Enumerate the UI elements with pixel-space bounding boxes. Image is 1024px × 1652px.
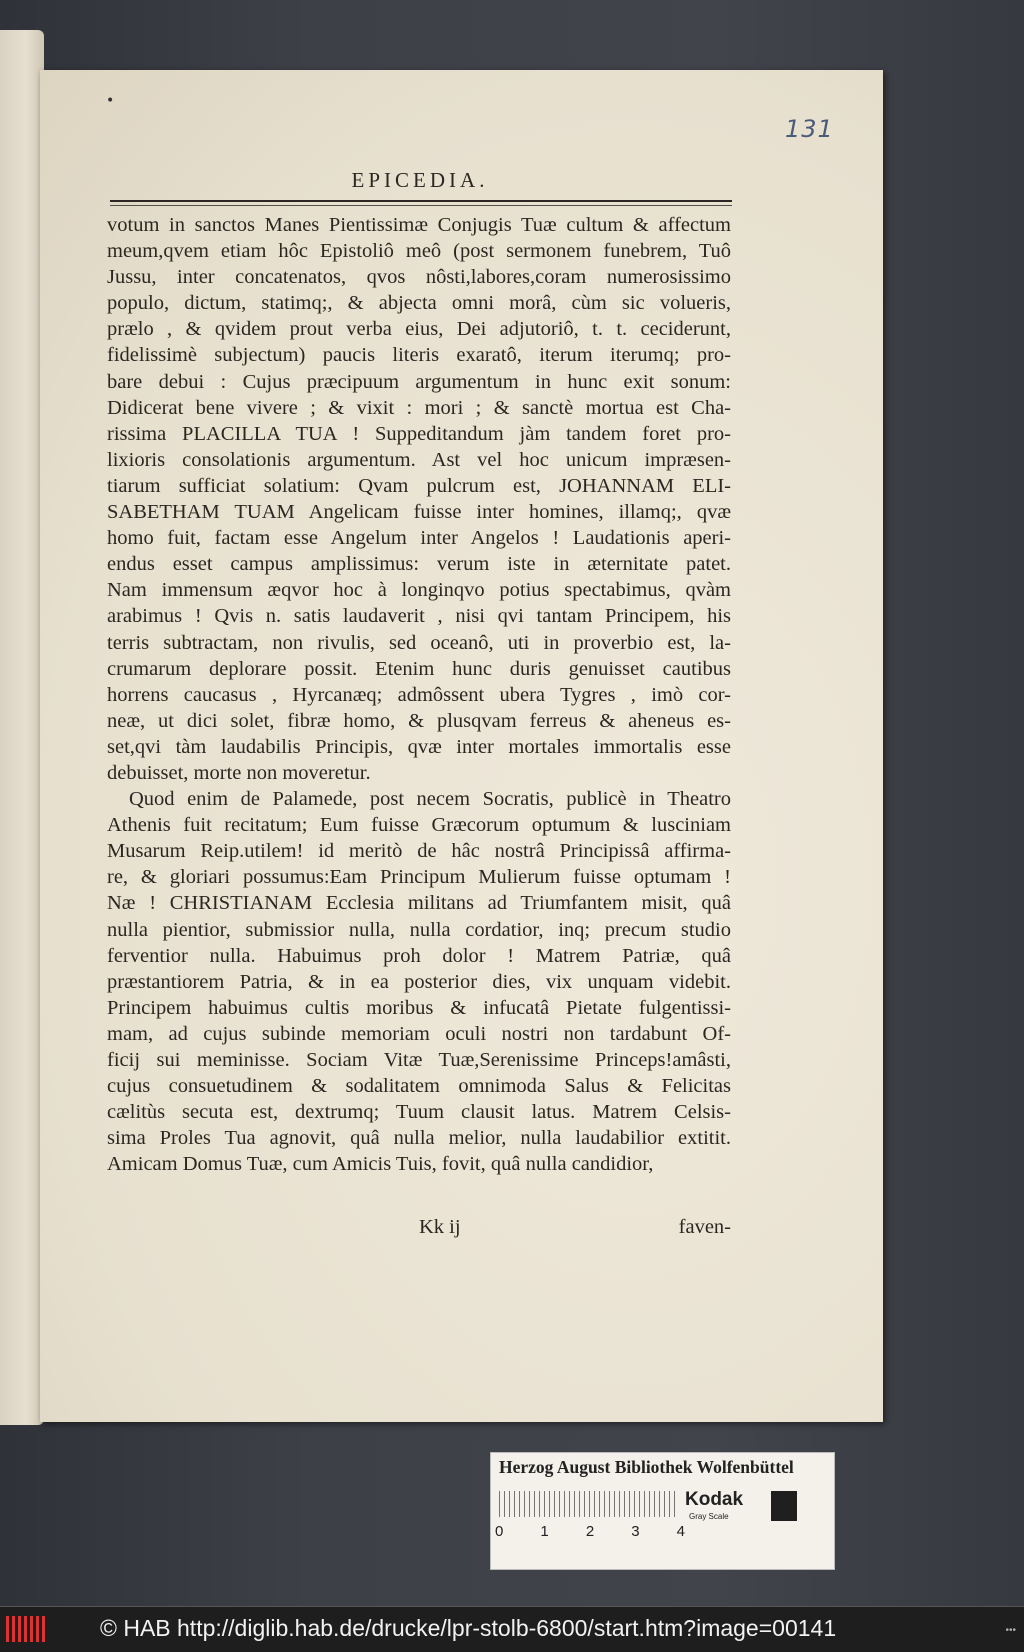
text-line: præstantiorem Patria, & in ea posterior dies, vix unquam videbit. <box>107 970 731 993</box>
text-line: Nam immensum æqvor hoc à longinqvo potius spectabimus, qvàm <box>107 579 731 602</box>
text-line: Quod enim de Palamede, post necem Socratis, publicè in Theatro <box>129 788 731 811</box>
text-line: ferventior nulla. Habuimus proh dolor ! Matrem Patriæ, quâ <box>107 944 731 967</box>
more-icon[interactable]: ••• <box>1005 1625 1016 1636</box>
ruler-number: 1 <box>540 1523 549 1540</box>
color-reference-bar <box>490 1452 835 1570</box>
ruler-number: 2 <box>585 1523 595 1540</box>
gray-scale-label: Gray Scale <box>689 1512 729 1521</box>
text-line: nulla pientior, submissior nulla, nulla cordatior, inq; precum studio <box>107 918 731 941</box>
text-line: set,qvi tàm laudabilis Principis, qvæ inter mortales immortalis esse <box>107 735 731 758</box>
text-line: Amicam Domus Tuæ, cum Amicis Tuis, fovit, quâ nulla candidior, <box>107 1153 654 1176</box>
text-line: prælo , & qvidem prout verba eius, Dei adjutoriô, t. t. ceciderunt, <box>107 318 731 341</box>
folio-number: 131 <box>785 115 834 143</box>
text-line: Athenis fuit recitatum; Eum fuisse Græcorum optumum & lusciniam <box>107 814 731 837</box>
text-line: SABETHAM TUAM Angelicam fuisse inter homines, illamq;, qvæ <box>107 501 731 524</box>
catchword: faven- <box>678 1216 731 1238</box>
text-line: homo fuit, factam esse Angelum inter Angelos ! Laudationis aperi- <box>107 527 731 550</box>
copyright-url[interactable]: © HAB http://diglib.hab.de/drucke/lpr-stolb-6800/start.htm?image=00141 <box>100 1615 837 1641</box>
ruler-number: 3 <box>631 1523 640 1540</box>
text-line: arabimus ! Qvis n. satis laudaverit , nisi qvi tantam Principem, his <box>107 605 731 628</box>
header-rule <box>110 200 732 202</box>
text-line: ficij sui meminisse. Sociam Vitæ Tuæ,Serenissime Princeps!amâsti, <box>107 1049 731 1071</box>
ink-mark: • <box>106 93 115 109</box>
text-line: tiarum sufficiat solatium: Qvam pulcrum est, JOHANNAM ELI- <box>107 474 731 497</box>
text-line: re, & gloriari possumus:Eam Principum Mulierum fuisse optumam ! <box>107 866 731 889</box>
header-rule-thin <box>110 205 732 206</box>
text-line: cujus consuetudinem & sodalitatem omnimoda Salus & Felicitas <box>107 1075 731 1098</box>
ruler-scale <box>499 1491 679 1517</box>
text-line: Musarum Reip.utilem! id meritò de hâc nostrâ Principissâ affirma- <box>107 840 731 863</box>
status-bar <box>0 1606 1024 1652</box>
ruler-numbers <box>495 1523 685 1540</box>
library-name: Herzog August Bibliothek Wolfenbüttel <box>499 1457 794 1477</box>
text-line: endus esset campus amplissimus: verum iste in æternitate patet. <box>107 553 731 576</box>
ruler-number: 0 <box>495 1523 504 1540</box>
ruler-number: 4 <box>676 1523 685 1540</box>
body-text <box>107 212 731 1177</box>
text-line: Næ ! CHRISTIANAM Ecclesia militans ad Triumfantem misit, quâ <box>107 892 731 915</box>
text-line: crumarum deplorare possit. Etenim hunc duris genuisset cautibus <box>107 657 731 680</box>
text-line: mam, ad cujus subinde memoriam oculi nostri non tardabunt Of- <box>107 1022 731 1045</box>
text-line: meum,qvem etiam hôc Epistoliô meô (post sermonem funebrem, Tuô <box>107 240 731 263</box>
hab-logo-icon <box>6 1616 46 1642</box>
text-line: rissima PLACILLA TUA ! Suppeditandum jàm tandem foret pro- <box>107 422 731 445</box>
gray-patch <box>771 1491 797 1521</box>
text-line: lixioris consolationis argumentum. Ast vel hoc unicum impræsen- <box>107 448 731 471</box>
page-header-title: EPICEDIA. <box>351 168 489 192</box>
text-line: cælitùs secuta est, dextrumq; Tuum clausit latus. Matrem Celsis- <box>107 1101 731 1124</box>
text-line: neæ, ut dici solet, fibræ homo, & plusqvam ferreus & aheneus es- <box>107 709 731 732</box>
text-line: votum in sanctos Manes Pientissimæ Conjugis Tuæ cultum & affectum <box>107 214 731 236</box>
previous-page-edge <box>0 30 44 1425</box>
signature-mark: Kk ij <box>419 1216 461 1238</box>
text-line: Didicerat bene vivere ; & vixit : mori ; & sanctè mortua est Cha- <box>107 396 731 419</box>
text-line: populo, dictum, statimq;, & abjecta omni morâ, cùm sic volueris, <box>107 292 731 315</box>
text-line: terris subtractam, non rivulis, sed oceanô, uti in proverbio est, la- <box>107 631 731 654</box>
text-line: horrens caucasus , Hyrcanæq; admôssent ubera Tygres , imò cor- <box>107 683 731 706</box>
text-line: Principem habuimus cultis moribus & infucatâ Pietate fulgentissi- <box>107 996 731 1019</box>
text-line: debuisset, morte non moveretur. <box>107 761 371 784</box>
text-line: fidelissimè subjectum) paucis literis exaratô, iterum iterumq; pro- <box>107 344 731 367</box>
kodak-logo: Kodak <box>685 1489 744 1510</box>
text-line: bare debui : Cujus præcipuum argumentum in hunc exit sonum: <box>107 370 731 393</box>
text-line: sima Proles Tua agnovit, quâ nulla melior, nulla laudabilior extitit. <box>107 1127 731 1150</box>
text-line: Jussu, inter concatenatos, qvos nôsti,labores,coram numerosissimo <box>107 266 731 289</box>
